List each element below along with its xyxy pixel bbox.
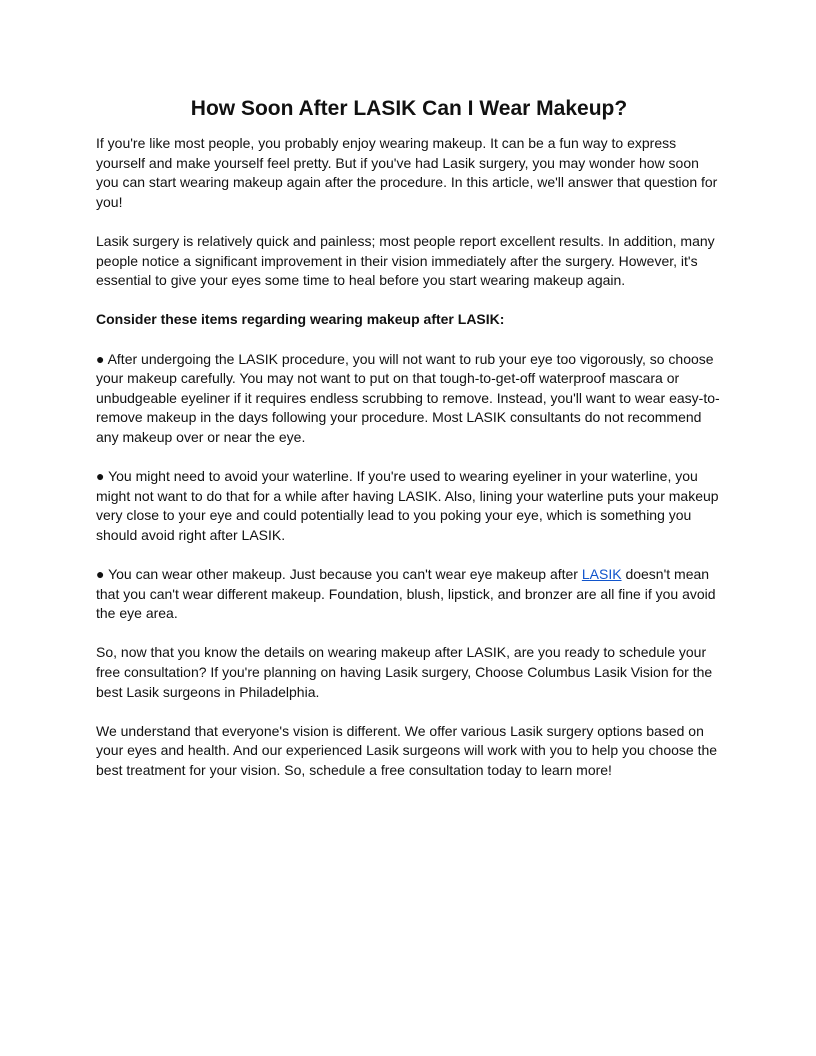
lasik-overview-paragraph: Lasik surgery is relatively quick and painless; most people report excellent results. In addition, many people notice a significant improvement in their vision immediately after the surgery. However, it's essential to give your eyes some time to heal before you start wearing makeup again. (96, 232, 715, 289)
document-title: How Soon After LASIK Can I Wear Makeup? (190, 97, 628, 120)
bullet-other-makeup (96, 565, 722, 624)
closing-paragraph: We understand that everyone's vision is different. We offer various Lasik surgery options based on your eyes and health. And our experienced Lasik surgeons will work with you to help you choose the best treatment for your vision. So, schedule a free consultation today to learn more! (96, 722, 718, 778)
bullet-rub-eye: ● After undergoing the LASIK procedure, you will not want to rub your eye too vigorously, so choose your makeup carefully. You may not want to put on that tough-to-get-off waterproof mascara or unbudgeable eyeliner if it requires endless scrubbing to remove. Instead, you'll want to wear easy-to-remove makeup in the days following your procedure. Most LASIK consultants do not recommend any makeup over or near the eye. (96, 350, 720, 445)
bullet-waterline: ● You might need to avoid your waterline. If you're used to wearing eyeliner in your waterline, you might not want to do that for a while after having LASIK. Also, lining your waterline puts your makeup very close to your eye and could potentially lead to you poking your eye, which is something you should avoid right after LASIK. (96, 468, 719, 543)
intro-paragraph: If you're like most people, you probably enjoy wearing makeup. It can be a fun way to express yourself and make yourself feel pretty. But if you've had Lasik surgery, you may wonder how soon you can start wearing makeup again after the procedure. In this article, we'll answer that question for you! (96, 135, 718, 210)
document-page (96, 96, 722, 800)
consultation-paragraph: So, now that you know the details on wearing makeup after LASIK, are you ready to schedule your free consultation? If you're planning on having Lasik surgery, Choose Columbus Lasik Vision for the best Lasik surgeons in Philadelphia. (96, 644, 713, 700)
bullet-other-makeup-text-end: doesn't mean that you can't wear different makeup. Foundation, blush, lipstick, and bronzer are all fine if you avoid the eye area. (96, 566, 716, 622)
section-subheading: Consider these items regarding wearing makeup after LASIK: (96, 311, 505, 328)
lasik-link[interactable]: LASIK (581, 566, 622, 583)
bullet-other-makeup-text-start: ● You can wear other makeup. Just because you can't wear eye makeup after (96, 566, 582, 583)
